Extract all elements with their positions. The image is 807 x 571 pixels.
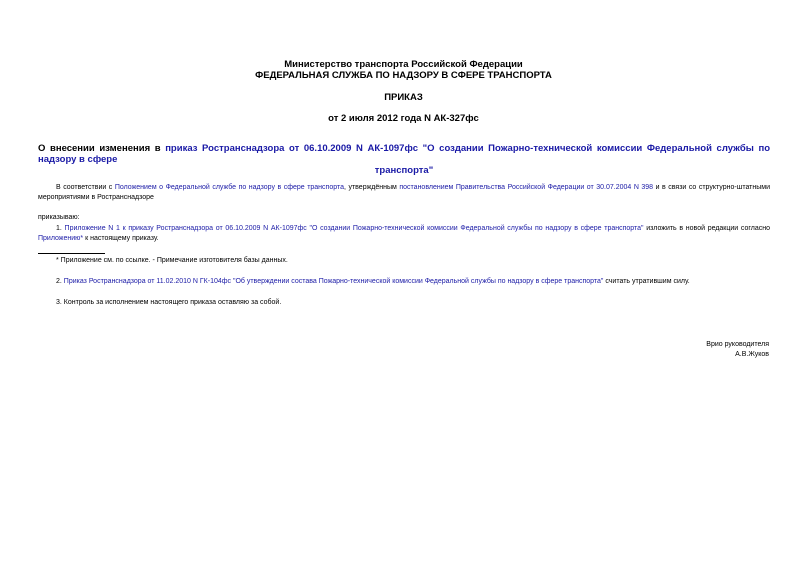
order-word: приказываю: [38, 214, 80, 221]
signature-position: Врио руководителя [706, 341, 769, 348]
item-3: 3. Контроль за исполнением настоящего приказа оставляю за собой. [56, 299, 282, 306]
item-1 [38, 224, 770, 244]
item-1-text-2: к настоящему приказу. [83, 235, 159, 242]
preamble-link-decree[interactable]: постановлением Правительства Российской Федерации от 30.07.2004 N 398 [399, 184, 654, 191]
title-link[interactable]: приказ Ространснадзора от 06.10.2009 N АК-1097фс "О создании Пожарно-технической комиссии Федеральной службы по надзору в сфере [38, 143, 770, 165]
item-1-number: 1. [56, 225, 65, 232]
doc-type: ПРИКАЗ [384, 92, 423, 103]
item-1-link-appendix[interactable]: Приложение N 1 к приказу Ространснадзора от 06.10.2009 N АК-1097фс "О создании Пожарно-технической комиссии Федеральной службы по надзору в сфере транспорта" [64, 225, 644, 232]
title-link-tail[interactable]: транспорта" [374, 165, 434, 176]
footnote: * Приложение см. по ссылке. - Примечание изготовителя базы данных. [56, 257, 288, 264]
ministry-name: Министерство транспорта Российской Федерации [284, 59, 523, 70]
preamble-text-2: , утверждённым [344, 184, 400, 191]
item-2-text: считать утратившим силу. [603, 278, 690, 285]
preamble-paragraph [38, 183, 770, 203]
item-2 [38, 277, 770, 287]
item-1-link-appendix-new[interactable]: Приложению* [38, 235, 84, 242]
service-name: ФЕДЕРАЛЬНАЯ СЛУЖБА ПО НАДЗОРУ В СФЕРЕ ТРАНСПОРТА [255, 70, 552, 81]
signature-name: А.В.Жуков [735, 351, 769, 358]
preamble-link-regulation[interactable]: Положением о Федеральной службе по надзору в сфере транспорта [114, 184, 344, 191]
item-1-text-1: изложить в новой редакции согласно [643, 225, 770, 232]
doc-date-number: от 2 июля 2012 года N АК-327фс [328, 113, 479, 124]
preamble-text-3: и в связи со структурно-штатными мероприятиями в Ространснадзоре [38, 184, 771, 201]
item-2-link-order[interactable]: Приказ Ространснадзора от 11.02.2010 N ГК-104фс "Об утверждении состава Пожарно-технической комиссии Федеральной службы по надзору в сфере транспорта" [63, 278, 604, 285]
preamble-text-1: В соответствии с [56, 184, 115, 191]
document-title [38, 143, 770, 176]
item-2-number: 2. [56, 278, 64, 285]
title-prefix: О внесении изменения в [38, 143, 166, 154]
footnote-divider [38, 253, 105, 254]
